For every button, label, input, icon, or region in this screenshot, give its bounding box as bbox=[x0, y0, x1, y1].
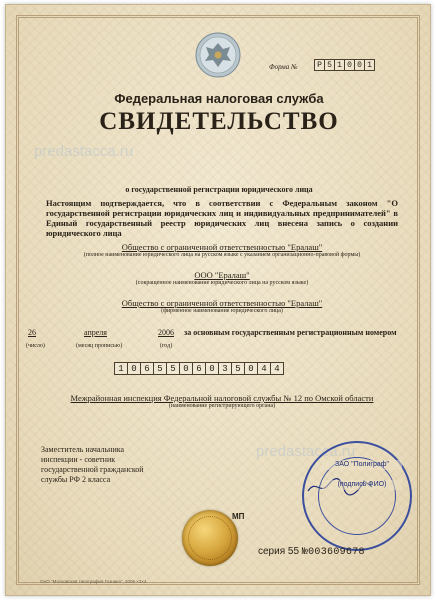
signer-block bbox=[41, 445, 144, 485]
short-name-caption: (сокращенное наименование юридического лица на русском языке) bbox=[135, 280, 309, 286]
ogrn-digit: 0 bbox=[244, 362, 258, 375]
form-number-char: Р bbox=[314, 59, 325, 71]
authority-name: Межрайонная инспекция Федеральной налоговой службы № 12 по Омской области bbox=[70, 393, 374, 403]
month-caption: (месяц прописью) bbox=[76, 343, 123, 349]
ogrn-digit: 6 bbox=[140, 362, 154, 375]
ogrn-boxes bbox=[115, 362, 284, 375]
ogrn-digit: 3 bbox=[218, 362, 232, 375]
watermark-text: predastacca.ru bbox=[34, 143, 134, 160]
date-month: апреля bbox=[84, 328, 107, 337]
double-headed-eagle-emblem-icon bbox=[194, 31, 242, 79]
ogrn-digit: 6 bbox=[192, 362, 206, 375]
gold-hologram-seal bbox=[182, 510, 238, 566]
year-caption: (год) bbox=[160, 343, 173, 349]
series-label: серия bbox=[258, 546, 286, 557]
firm-name-value: Общество с ограниченной ответственностью "Ералаш" bbox=[121, 298, 323, 308]
registration-number-text: за основным государственным регистрационным номером bbox=[184, 328, 397, 337]
signer-line: инспекции - советник bbox=[41, 455, 116, 464]
ogrn-digit: 0 bbox=[205, 362, 219, 375]
date-year: 2006 bbox=[158, 328, 174, 337]
registering-authority bbox=[46, 393, 398, 409]
signer-line: Заместитель начальника bbox=[41, 445, 125, 454]
ogrn-digit: 5 bbox=[153, 362, 167, 375]
firm-name-caption: (фирменное наименование юридического лица) bbox=[161, 308, 283, 314]
short-name-field bbox=[46, 270, 398, 286]
full-name-caption: (полное наименование юридического лица на русском языке с указанием организационно-правовой формы) bbox=[83, 252, 361, 258]
short-name-value: ООО "Ералаш" bbox=[194, 270, 250, 280]
agency-name: Федеральная налоговая служба bbox=[114, 91, 324, 106]
document-title: СВИДЕТЕЛЬСТВО bbox=[99, 108, 339, 135]
watermark-text: predastacca.ru bbox=[256, 443, 356, 460]
day-caption: (число) bbox=[26, 343, 45, 349]
stamp-line: ЗАО "Полиграф" bbox=[322, 460, 402, 470]
confirmation-paragraph: Настоящим подтверждается, что в соответствии с Федеральным законом "О государственной регистрации юридических лиц и индивидуальных предпринимателей" в Единый государственный реестр юридических лиц внесена запись о создании юридического лица bbox=[46, 198, 398, 238]
ogrn-digit: 5 bbox=[166, 362, 180, 375]
ogrn-digit: 1 bbox=[114, 362, 128, 375]
mp-label: МП bbox=[232, 512, 245, 521]
series-value: 55 bbox=[287, 546, 300, 557]
printer-footer: ОАО "Московская типография Гознака", 2006 ×3×4 bbox=[40, 579, 147, 584]
form-number-boxes bbox=[315, 59, 375, 71]
signer-line: государственной гражданской bbox=[41, 465, 144, 474]
stamp-line: (подпись ФИО) bbox=[322, 480, 402, 490]
full-name-value: Общество с ограниченной ответственностью "Ералаш" bbox=[121, 242, 323, 252]
firm-name-field bbox=[46, 298, 398, 314]
series-number bbox=[258, 546, 365, 558]
full-name-field bbox=[46, 242, 398, 258]
ogrn-digit: 4 bbox=[270, 362, 284, 375]
certificate-sheet bbox=[5, 4, 431, 596]
form-number-char: 1 bbox=[334, 59, 345, 71]
ogrn-digit: 0 bbox=[127, 362, 141, 375]
ogrn-digit: 0 bbox=[179, 362, 193, 375]
certificate-number: №003609678 bbox=[301, 547, 365, 558]
form-number-label: Форма № bbox=[269, 63, 298, 71]
form-number-char: 1 bbox=[364, 59, 375, 71]
form-number-char: 5 bbox=[324, 59, 335, 71]
authority-caption: (наименование регистрирующего органа) bbox=[168, 403, 276, 409]
stamp-text bbox=[322, 460, 402, 490]
form-number-char: 0 bbox=[344, 59, 355, 71]
date-day: 26 bbox=[28, 328, 36, 337]
ogrn-digit: 5 bbox=[231, 362, 245, 375]
ogrn-digit: 4 bbox=[257, 362, 271, 375]
document-subtitle: о государственной регистрации юридического лица bbox=[125, 185, 313, 194]
form-number-char: 0 bbox=[354, 59, 365, 71]
signer-line: службы РФ 2 класса bbox=[41, 475, 111, 484]
